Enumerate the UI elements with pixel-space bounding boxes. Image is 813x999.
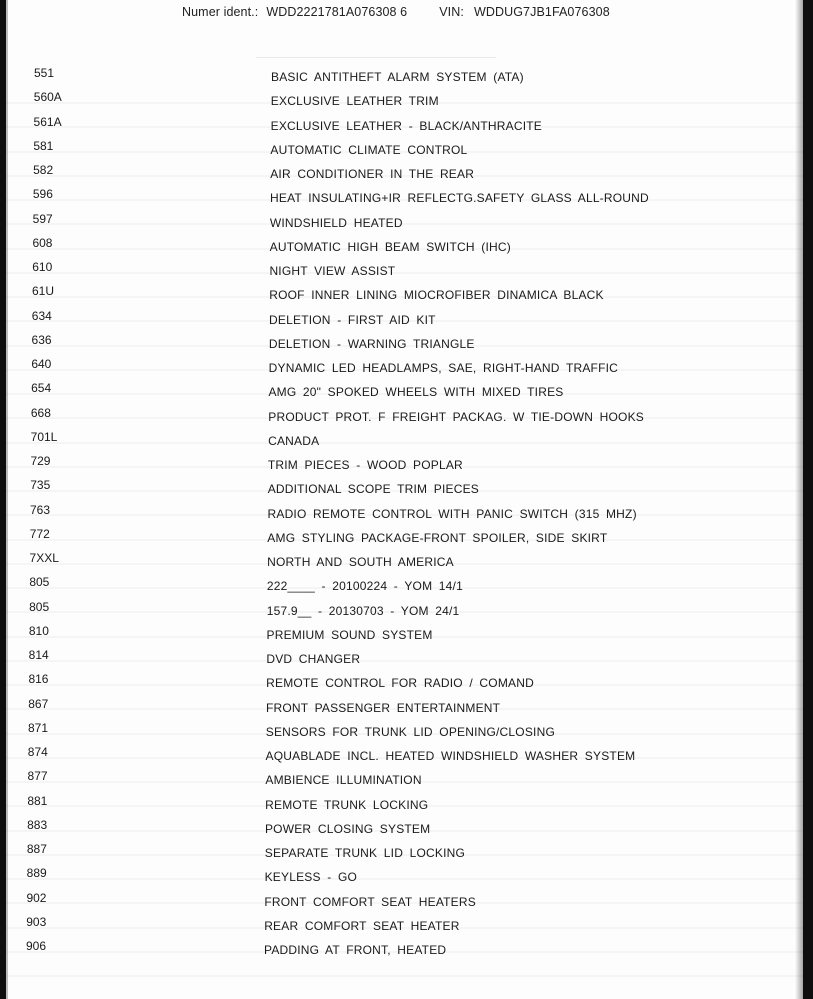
option-description: ADDITIONAL SCOPE TRIM PIECES	[267, 482, 479, 497]
option-description: AMBIENCE ILLUMINATION	[265, 773, 422, 788]
option-code: 903	[26, 914, 47, 929]
option-row	[6, 333, 803, 353]
option-code: 805	[29, 575, 50, 590]
option-code: 560A	[33, 90, 62, 105]
option-code: 871	[28, 720, 49, 735]
option-row	[6, 721, 803, 741]
option-description: DELETION - FIRST AID KIT	[269, 312, 436, 327]
option-code: 867	[28, 696, 49, 711]
option-row	[6, 551, 803, 571]
option-code: 816	[28, 672, 49, 687]
option-description: NIGHT VIEW ASSIST	[269, 264, 396, 278]
option-code: 582	[33, 163, 54, 177]
option-row	[6, 600, 803, 620]
option-row	[6, 406, 803, 426]
option-description: HEAT INSULATING+IR REFLECTG.SAFETY GLASS ALL-ROUND	[270, 191, 649, 206]
option-description: KEYLESS - GO	[264, 870, 358, 885]
option-code: 61U	[32, 284, 55, 299]
option-row	[6, 163, 803, 183]
option-description: PREMIUM SOUND SYSTEM	[266, 627, 433, 642]
option-code: 889	[26, 866, 47, 881]
option-row	[6, 939, 803, 959]
option-code: 634	[31, 308, 52, 323]
option-row	[6, 284, 803, 304]
option-code: 877	[27, 769, 48, 784]
option-code: 581	[33, 138, 54, 153]
option-description: DELETION - WARNING TRIANGLE	[268, 336, 475, 351]
option-code: 814	[28, 648, 49, 662]
option-code: 608	[32, 235, 53, 250]
option-code: 881	[27, 793, 48, 808]
option-row	[6, 478, 803, 498]
option-code: 640	[31, 357, 52, 371]
option-description: DYNAMIC LED HEADLAMPS, SAE, RIGHT-HAND TRAFFIC	[268, 361, 619, 375]
option-row	[6, 381, 803, 401]
option-description: CANADA	[268, 433, 320, 448]
option-description: FRONT COMFORT SEAT HEATERS	[264, 894, 476, 909]
option-code: 636	[31, 332, 52, 347]
option-code: 902	[26, 890, 47, 905]
option-description: NORTH AND SOUTH AMERICA	[267, 555, 454, 569]
document-page	[6, 0, 803, 999]
option-code: 551	[34, 66, 55, 80]
option-description: EXCLUSIVE LEATHER - BLACK/ANTHRACITE	[270, 118, 542, 133]
option-row	[6, 115, 803, 135]
option-code: 561A	[33, 114, 62, 129]
option-description: POWER CLOSING SYSTEM	[264, 821, 431, 836]
numer-ident-label: Numer ident.:	[182, 5, 259, 19]
option-description: EXCLUSIVE LEATHER TRIM	[270, 94, 439, 109]
option-code: 883	[27, 817, 48, 832]
option-row	[6, 672, 803, 692]
scan-band	[6, 975, 803, 977]
option-code: 701L	[30, 429, 58, 444]
option-row	[6, 260, 803, 280]
option-description: AUTOMATIC HIGH BEAM SWITCH (IHC)	[269, 239, 511, 254]
vin-label: VIN:	[439, 5, 464, 19]
option-code: 729	[30, 454, 51, 468]
option-row	[6, 236, 803, 256]
option-row	[6, 842, 803, 862]
option-row	[6, 769, 803, 789]
option-description: PADDING AT FRONT, HEATED	[264, 943, 447, 957]
option-row	[6, 139, 803, 159]
option-code: 668	[30, 405, 51, 420]
option-code: 597	[32, 211, 53, 226]
option-description: REMOTE CONTROL FOR RADIO / COMAND	[266, 676, 534, 691]
document-header	[182, 5, 610, 19]
option-description: REAR COMFORT SEAT HEATER	[264, 918, 460, 933]
numer-ident-value: WDD2221781A076308 6	[266, 5, 408, 19]
option-description: WINDSHIELD HEATED	[269, 215, 403, 230]
option-code: 772	[29, 526, 50, 541]
option-row	[6, 309, 803, 329]
option-description: AMG STYLING PACKAGE-FRONT SPOILER, SIDE SKIRT	[267, 530, 608, 545]
header-rule	[256, 57, 496, 58]
option-row	[6, 915, 803, 935]
option-row	[6, 648, 803, 668]
option-description: AMG 20" SPOKED WHEELS WITH MIXED TIRES	[268, 385, 564, 400]
option-code: 805	[29, 599, 50, 614]
option-row	[6, 430, 803, 450]
option-code: 654	[31, 381, 52, 396]
option-description: AUTOMATIC CLIMATE CONTROL	[270, 142, 468, 157]
option-row	[6, 357, 803, 377]
option-description: 157.9__ - 20130703 - YOM 24/1	[266, 603, 460, 618]
option-row	[6, 187, 803, 207]
option-code: 7XXL	[29, 551, 59, 565]
option-code: 763	[30, 502, 51, 517]
option-row	[6, 624, 803, 644]
option-row	[6, 503, 803, 523]
option-description: SENSORS FOR TRUNK LID OPENING/CLOSING	[265, 724, 555, 739]
option-code: 874	[27, 745, 48, 759]
vin-value: WDDUG7JB1FA076308	[473, 5, 610, 19]
option-row	[6, 866, 803, 886]
option-description: BASIC ANTITHEFT ALARM SYSTEM (ATA)	[271, 70, 524, 84]
option-code: 810	[28, 623, 49, 638]
option-description: RADIO REMOTE CONTROL WITH PANIC SWITCH (315 MHZ)	[267, 506, 637, 521]
option-row	[6, 745, 803, 765]
option-row	[6, 891, 803, 911]
option-code: 610	[32, 260, 53, 274]
option-description: ROOF INNER LINING MIOCROFIBER DINAMICA BLACK	[269, 288, 604, 303]
option-row	[6, 697, 803, 717]
option-description: FRONT PASSENGER ENTERTAINMENT	[265, 700, 501, 715]
option-row	[6, 818, 803, 838]
option-description: 222____ - 20100224 - YOM 14/1	[266, 579, 463, 594]
option-row	[6, 90, 803, 110]
option-row	[6, 527, 803, 547]
option-row	[6, 66, 803, 86]
option-description: TRIM PIECES - WOOD POPLAR	[267, 458, 463, 472]
option-description: REMOTE TRUNK LOCKING	[265, 797, 429, 812]
option-code: 596	[32, 187, 53, 202]
option-description: PRODUCT PROT. F FREIGHT PACKAG. W TIE-DOWN HOOKS	[268, 409, 645, 424]
option-row	[6, 575, 803, 595]
option-code: 887	[26, 842, 47, 856]
page-edge-shadow	[795, 0, 803, 999]
option-description: SEPARATE TRUNK LID LOCKING	[264, 846, 466, 860]
option-code: 735	[30, 478, 51, 493]
option-description: DVD CHANGER	[266, 652, 361, 666]
option-description: AQUABLADE INCL. HEATED WINDSHIELD WASHER SYSTEM	[265, 749, 636, 763]
option-row	[6, 454, 803, 474]
option-row	[6, 794, 803, 814]
option-row	[6, 212, 803, 232]
option-description: AIR CONDITIONER IN THE REAR	[270, 167, 475, 181]
option-code: 906	[26, 939, 47, 953]
